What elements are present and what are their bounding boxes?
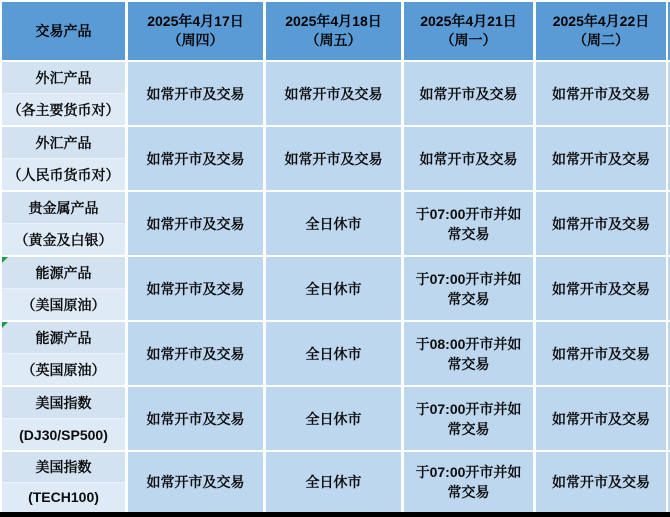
schedule-cell[interactable]: 如常开市及交易 <box>128 257 263 320</box>
date-text: 2025年4月18日 <box>285 13 382 29</box>
product-cell[interactable] <box>2 452 125 512</box>
schedule-cell[interactable]: 如常开市及交易 <box>536 127 666 190</box>
schedule-cell[interactable]: 如常开市及交易 <box>536 62 666 125</box>
schedule-cell[interactable]: 全日休市 <box>266 452 401 512</box>
schedule-cell[interactable]: 如常开市及交易 <box>266 127 401 190</box>
schedule-cell[interactable]: 如常开市及交易 <box>536 322 666 385</box>
schedule-cell[interactable]: 全日休市 <box>266 257 401 320</box>
weekday-text: （周二） <box>573 32 629 48</box>
bottom-black-bar <box>0 512 670 517</box>
error-triangle-icon <box>2 322 8 328</box>
header-row <box>2 2 670 60</box>
schedule-cell[interactable]: 全日休市 <box>266 322 401 385</box>
schedule-cell[interactable]: 如常开市及交易 <box>128 62 263 125</box>
error-triangle-icon <box>2 257 8 263</box>
schedule-cell[interactable]: 如常开市及交易 <box>128 322 263 385</box>
table-row <box>2 257 670 320</box>
product-detail: （人民币货币对） <box>2 159 125 190</box>
product-name: 美国指数 <box>2 452 125 483</box>
product-detail: (DJ30/SP500) <box>2 419 125 450</box>
product-cell[interactable] <box>2 387 125 450</box>
product-detail: （美国原油） <box>2 289 125 320</box>
weekday-text: （周五） <box>305 32 362 48</box>
schedule-cell[interactable]: 如常开市及交易 <box>404 127 533 190</box>
schedule-cell[interactable]: 如常开市及交易 <box>128 127 263 190</box>
schedule-cell[interactable]: 如常开市及交易 <box>128 387 263 450</box>
schedule-cell[interactable]: 全日休市 <box>266 387 401 450</box>
product-cell[interactable] <box>2 322 125 385</box>
table-row <box>2 127 670 190</box>
header-product-label: 交易产品 <box>35 22 92 39</box>
table-row <box>2 192 670 255</box>
schedule-cell[interactable]: 如常开市及交易 <box>536 192 666 255</box>
product-name: 外汇产品 <box>2 62 125 94</box>
product-cell[interactable] <box>2 257 125 320</box>
schedule-cell[interactable]: 于07:00开市并如常交易 <box>404 387 533 450</box>
product-cell[interactable] <box>2 62 125 125</box>
date-text: 2025年4月21日 <box>420 13 517 29</box>
header-cell-product[interactable] <box>2 2 125 60</box>
schedule-cell[interactable]: 全日休市 <box>266 192 401 255</box>
weekday-text: （周一） <box>440 32 497 48</box>
table-row <box>2 387 670 450</box>
date-text: 2025年4月17日 <box>147 13 244 29</box>
product-name: 能源产品 <box>2 257 125 289</box>
header-cell-date-1[interactable] <box>128 2 263 60</box>
table-row <box>2 62 670 125</box>
table-row <box>2 452 670 512</box>
header-cell-date-3[interactable] <box>404 2 533 60</box>
weekday-text: （周四） <box>167 32 224 48</box>
product-cell[interactable] <box>2 127 125 190</box>
product-name: 贵金属产品 <box>2 192 125 224</box>
header-cell-date-2[interactable] <box>266 2 401 60</box>
schedule-cell[interactable]: 如常开市及交易 <box>128 192 263 255</box>
product-name: 美国指数 <box>2 387 125 419</box>
header-cell-date-4[interactable] <box>536 2 666 60</box>
product-cell[interactable] <box>2 192 125 255</box>
schedule-cell[interactable]: 如常开市及交易 <box>536 452 666 512</box>
product-detail: （英国原油） <box>2 354 125 385</box>
product-name: 能源产品 <box>2 322 125 354</box>
schedule-cell[interactable]: 于07:00开市并如常交易 <box>404 257 533 320</box>
schedule-cell[interactable]: 于08:00开市并如常交易 <box>404 322 533 385</box>
table-row <box>2 322 670 385</box>
product-detail: （黄金及白银） <box>2 224 125 255</box>
schedule-cell[interactable]: 于07:00开市并如常交易 <box>404 192 533 255</box>
schedule-cell[interactable]: 如常开市及交易 <box>536 257 666 320</box>
schedule-cell[interactable]: 如常开市及交易 <box>128 452 263 512</box>
date-text: 2025年4月22日 <box>552 13 650 29</box>
schedule-cell[interactable]: 如常开市及交易 <box>404 62 533 125</box>
schedule-cell[interactable]: 如常开市及交易 <box>266 62 401 125</box>
product-detail: （各主要货币对） <box>2 94 125 125</box>
schedule-cell[interactable]: 于07:00开市并如常交易 <box>404 452 533 512</box>
product-detail: (TECH100) <box>2 483 125 513</box>
product-name: 外汇产品 <box>2 127 125 159</box>
schedule-cell[interactable]: 如常开市及交易 <box>536 387 666 450</box>
